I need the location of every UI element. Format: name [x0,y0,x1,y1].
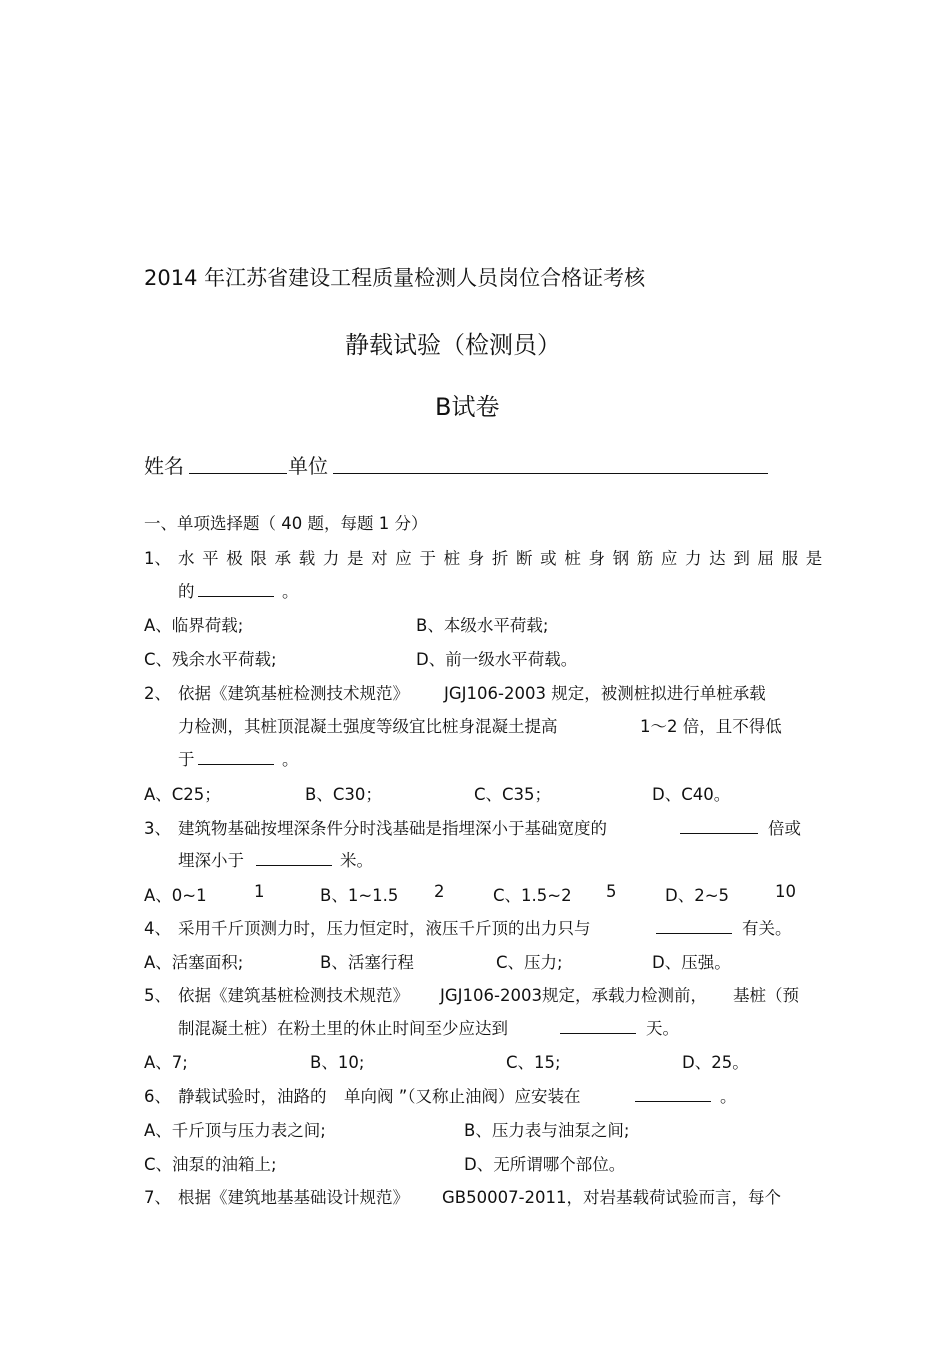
option-c: C、残余水平荷载; [144,650,277,669]
answer-blank [256,864,332,866]
option-b: B、10; [310,1053,365,1072]
unit-label: 单位 [288,454,328,478]
option-c: C、压力; [496,953,563,972]
question-text: JGJ106-2003 规定，被测桩拟进行单桩承载 [444,684,766,703]
option-b: B、C30； [305,785,382,804]
answer-blank [560,1032,636,1034]
question-text: 米。 [340,851,373,870]
option-a-value: 1 [254,882,265,901]
question-text: 基桩（预 [733,986,799,1005]
question-text: 依据《建筑基桩检测技术规范》 [178,684,409,703]
option-d: D、前一级水平荷载。 [416,650,578,669]
option-d: D、压强。 [652,953,731,972]
question-number: 2、 [144,684,171,703]
question-number: 3、 [144,819,171,838]
option-d: D、C40。 [652,785,731,804]
question-text: 采用千斤顶测力时，压力恒定时，液压千斤顶的出力只与 [178,919,591,938]
question-text: 水 平 极 限 承 载 力 是 对 应 于 桩 身 折 断 或 桩 身 钢 筋 应 力 达 到 屈 服 是 [178,549,824,568]
option-c: C、1.5~2 [493,886,572,905]
question-text: 依据《建筑基桩检测技术规范》 [178,986,409,1005]
option-a: A、0~1 [144,886,207,905]
question-text: 单向阀 ”（又称止油阀）应安装在 [344,1087,581,1106]
option-a: A、千斤顶与压力表之间; [144,1121,326,1140]
question-text: 建筑物基础按埋深条件分时浅基础是指埋深小于基础宽度的 [178,819,607,838]
option-a: A、C25； [144,785,221,804]
question-text: 静载试验时，油路的 [178,1087,327,1106]
option-a: A、7; [144,1053,188,1072]
question-text: 倍或 [768,819,801,838]
unit-blank [333,472,768,474]
name-blank [189,472,287,474]
option-c-value: 5 [606,882,617,901]
question-number: 5、 [144,986,171,1005]
answer-blank [680,832,758,834]
option-b: B、本级水平荷载; [416,616,549,635]
question-text: 埋深小于 [178,851,244,870]
exam-subtitle: 静载试验（检测员） [345,331,561,359]
answer-blank [198,763,274,765]
question-text: 1～2 倍，且不得低 [640,717,782,736]
question-text: 天。 [646,1019,679,1038]
answer-blank [198,595,274,597]
name-label: 姓名 [144,454,184,478]
question-text: 。 [720,1087,737,1106]
question-text: 根据《建筑地基基础设计规范》 [178,1188,409,1207]
option-c: C、C35； [474,785,552,804]
option-d: D、2~5 [665,886,730,905]
option-d-value: 10 [775,882,796,901]
option-b: B、1~1.5 [320,886,399,905]
option-b: B、活塞行程 [320,953,414,972]
option-a: A、活塞面积; [144,953,244,972]
section-heading: 一、单项选择题（ 40 题，每题 1 分） [144,514,428,533]
question-text: JGJ106-2003规定，承载力检测前， [440,986,707,1005]
question-text: 的 [178,582,195,601]
question-text: 于 [178,750,195,769]
question-number: 1、 [144,549,171,568]
question-number: 6、 [144,1087,171,1106]
answer-blank [656,932,732,934]
option-b-value: 2 [434,882,445,901]
option-a: A、临界荷载; [144,616,244,635]
answer-blank [635,1100,711,1102]
option-d: D、无所谓哪个部位。 [464,1155,626,1174]
question-text: 。 [282,582,299,601]
option-c: C、15; [506,1053,561,1072]
question-text: GB50007-2011，对岩基载荷试验而言，每个 [442,1188,782,1207]
question-text: 制混凝土桩）在粉土里的休止时间至少应达到 [178,1019,508,1038]
question-number: 4、 [144,919,171,938]
exam-title: 2014 年江苏省建设工程质量检测人员岗位合格证考核 [144,266,646,290]
paper-label: B试卷 [435,393,500,421]
question-text: 。 [282,750,299,769]
question-text: 力检测，其桩顶混凝土强度等级宜比桩身混凝土提高 [178,717,558,736]
question-number: 7、 [144,1188,171,1207]
option-d: D、25。 [682,1053,749,1072]
option-b: B、压力表与油泵之间; [464,1121,630,1140]
question-text: 有关。 [742,919,792,938]
option-c: C、油泵的油箱上; [144,1155,277,1174]
